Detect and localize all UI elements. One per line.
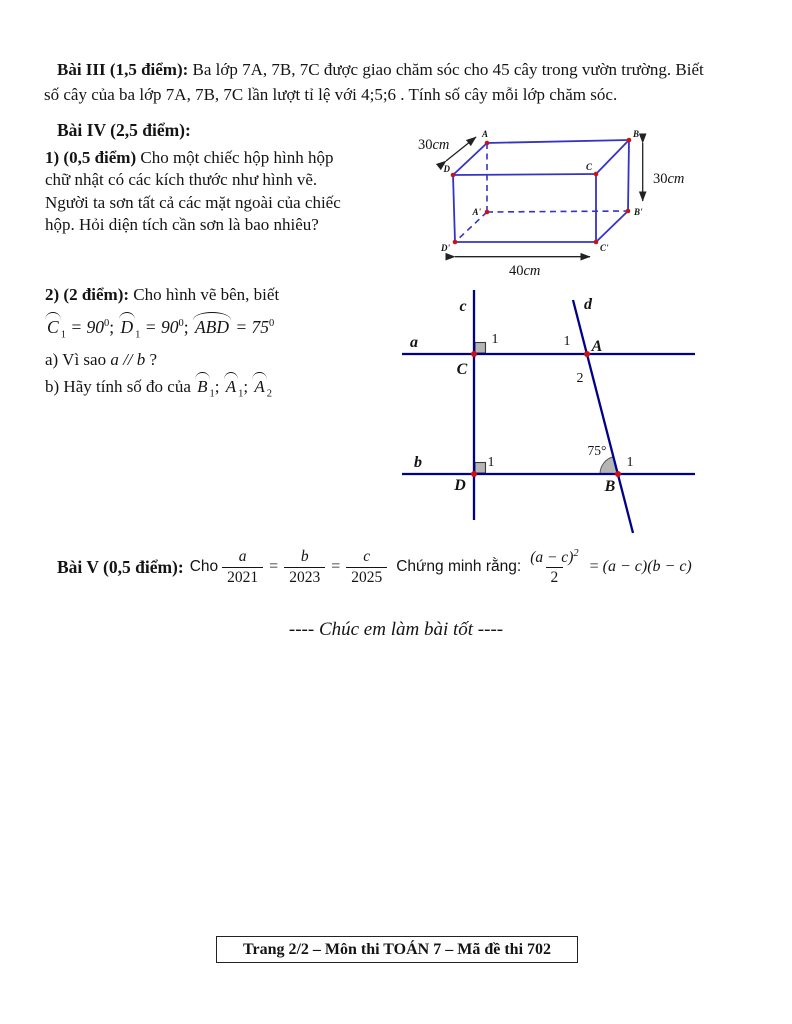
angle-B1-hat: B bbox=[197, 377, 208, 396]
point-D-label: D bbox=[454, 477, 466, 494]
vertex-D-label: D bbox=[443, 164, 450, 174]
angle-1-at-C: 1 bbox=[491, 332, 499, 347]
point-A-label: A bbox=[591, 338, 603, 355]
vertex-B-dot bbox=[627, 138, 632, 143]
question-a-mark: ? bbox=[145, 350, 158, 369]
vertex-C-label: C bbox=[585, 162, 592, 172]
edge-BB2 bbox=[628, 140, 629, 211]
point-B-label: B bbox=[604, 478, 616, 495]
vertex-B-label: B bbox=[633, 129, 640, 139]
frac1-den: 2021 bbox=[222, 567, 263, 586]
fraction-c-2025 bbox=[346, 548, 387, 585]
vertex-A2-dot bbox=[485, 210, 490, 215]
edge-BC bbox=[596, 140, 629, 174]
edge-AB bbox=[487, 140, 629, 143]
vertex-C2-label: C' bbox=[600, 243, 609, 253]
sup-0a: 0 bbox=[104, 318, 110, 329]
frac2-num: b bbox=[300, 548, 309, 566]
sep-a: ; bbox=[109, 316, 115, 337]
angle-A2-sub: 2 bbox=[266, 388, 273, 400]
lines-figure bbox=[400, 285, 700, 540]
vertex-D2-label: D' bbox=[441, 243, 450, 253]
frac3-num: c bbox=[363, 548, 371, 566]
vertex-B2-label: B' bbox=[634, 207, 643, 217]
bai5-label: Bài V (0,5 điểm): bbox=[57, 556, 184, 577]
frac1-num: a bbox=[238, 548, 247, 566]
right-angle-marker-D bbox=[475, 463, 486, 474]
right-angle-marker-C bbox=[475, 343, 486, 354]
section-bai3 bbox=[44, 57, 760, 107]
edge-A2D2-dashed bbox=[455, 212, 487, 242]
angle-D1-hat: D bbox=[120, 316, 134, 337]
equals-1: = bbox=[269, 558, 279, 575]
line-c-label: c bbox=[459, 298, 467, 315]
frac2-den: 2023 bbox=[284, 567, 325, 586]
bai5-cho: Cho bbox=[189, 558, 219, 575]
bai3-line2: số cây của ba lớp 7A, 7B, 7C lần lượt tỉ lệ với 4;5;6 . Tính số cây mỗi lớp chăm sóc. bbox=[44, 85, 618, 104]
eq-90b: = 90 bbox=[140, 316, 179, 337]
angle-C1-sub: 1 bbox=[60, 329, 66, 341]
frac4-den: 2 bbox=[546, 567, 564, 586]
point-C-dot bbox=[471, 351, 477, 357]
line-a-label: a bbox=[410, 334, 418, 351]
angle-C1-hat: C bbox=[47, 316, 59, 337]
eq-75: = 75 bbox=[230, 316, 270, 337]
item2-intro: Cho hình vẽ bên, biết bbox=[129, 285, 280, 304]
angle-B1-sub: 1 bbox=[209, 388, 215, 400]
bai4-heading: Bài IV (2,5 điểm): bbox=[57, 120, 191, 140]
angle-A1-sub: 1 bbox=[238, 388, 244, 400]
vertex-A-label: A bbox=[481, 129, 489, 139]
dim-right-label: 30cm bbox=[653, 171, 685, 187]
item1-line4: hộp. Hỏi diện tích cần sơn là bao nhiêu? bbox=[45, 215, 319, 235]
question-a-math: a // b bbox=[110, 350, 146, 369]
vertex-A2-label: A' bbox=[472, 207, 481, 217]
item2-given-math bbox=[45, 313, 410, 341]
line-d bbox=[573, 300, 633, 533]
item1-line3: Người ta sơn tất cả các mặt ngoài của chiếc bbox=[45, 192, 341, 212]
bai3-label: Bài III (1,5 điểm): bbox=[57, 60, 189, 79]
fraction-a-2021 bbox=[222, 548, 263, 585]
sup-0c: 0 bbox=[269, 318, 275, 329]
frac4-num bbox=[525, 548, 583, 567]
angle-2-at-A: 2 bbox=[576, 371, 584, 386]
footer-text: Trang 2/2 – Môn thi TOÁN 7 – Mã đề thi 702 bbox=[242, 940, 552, 958]
edge-AD bbox=[453, 143, 487, 175]
question-b-label: b) bbox=[45, 377, 60, 396]
item1-text1: Cho một chiếc hộp hình hộp bbox=[136, 148, 334, 167]
bai5-cmr: Chứng minh rằng: bbox=[396, 558, 522, 575]
angle-1-at-B: 1 bbox=[626, 455, 634, 470]
sup-0b: 0 bbox=[178, 318, 184, 329]
equals-2: = bbox=[331, 558, 341, 575]
angle-A2-hat: A bbox=[254, 377, 265, 396]
eq-90a: = 90 bbox=[65, 316, 104, 337]
question-b-text: Hãy tính số đo của bbox=[59, 377, 196, 396]
bai5-rhs: (a − c)(b − c) bbox=[602, 558, 692, 575]
sep-b: ; bbox=[183, 316, 189, 337]
frac4-num-sup: 2 bbox=[573, 547, 579, 559]
vertex-C2-dot bbox=[594, 240, 599, 245]
question-a bbox=[45, 349, 410, 371]
line-d-label: d bbox=[584, 296, 592, 313]
angle-ABD-hat: ABD bbox=[194, 316, 229, 337]
bai4-item2 bbox=[45, 284, 410, 405]
edge-DD2 bbox=[453, 175, 455, 242]
box-figure bbox=[410, 125, 740, 285]
question-a-text: Vì sao bbox=[58, 350, 111, 369]
angle-1-at-A: 1 bbox=[563, 334, 571, 349]
vertex-D2-dot bbox=[453, 240, 458, 245]
equals-3: = bbox=[589, 558, 599, 575]
footer-box bbox=[216, 936, 578, 963]
dim-top-label: 30cm bbox=[418, 137, 450, 153]
fraction-b-2023 bbox=[284, 548, 325, 585]
item1-line1 bbox=[45, 147, 425, 169]
point-A-dot bbox=[584, 351, 590, 357]
dim-bottom-label: 40cm bbox=[509, 263, 541, 279]
frac4-num-base: (a − c) bbox=[530, 549, 574, 567]
edge-DC bbox=[453, 174, 596, 175]
point-C-label: C bbox=[456, 361, 468, 378]
angle-D1-sub: 1 bbox=[135, 329, 141, 341]
point-B-dot bbox=[615, 471, 621, 477]
point-D-dot bbox=[471, 471, 477, 477]
section-bai5 bbox=[57, 542, 692, 592]
bai4-item1 bbox=[45, 147, 425, 237]
vertex-C-dot bbox=[594, 172, 599, 177]
vertex-B2-dot bbox=[626, 209, 631, 214]
wish-line: ---- Chúc em làm bài tốt ---- bbox=[288, 619, 504, 640]
frac3-den: 2025 bbox=[346, 567, 387, 586]
item2-label: 2) (2 điểm): bbox=[45, 285, 130, 304]
item1-line2: chữ nhật có các kích thước như hình vẽ. bbox=[45, 170, 318, 190]
angle-75-label: 75° bbox=[587, 443, 607, 458]
edge-A2B2-dashed bbox=[487, 211, 628, 212]
line-b-label: b bbox=[414, 454, 422, 471]
bai3-text1: Ba lớp 7A, 7B, 7C được giao chăm sóc cho 45 cây trong vườn trường. Biết bbox=[188, 60, 704, 79]
angle-1-at-D: 1 bbox=[487, 455, 495, 470]
vertex-D-dot bbox=[451, 173, 456, 178]
bai3-line1 bbox=[44, 57, 760, 82]
edge-C2B2 bbox=[596, 211, 628, 242]
vertex-A-dot bbox=[485, 141, 490, 146]
sep-b1: ; bbox=[214, 377, 224, 396]
question-b bbox=[45, 376, 410, 405]
angle-A1-hat: A bbox=[225, 377, 237, 396]
item2-line1 bbox=[45, 284, 410, 306]
fraction-ac2-2 bbox=[525, 548, 583, 586]
sep-a1: ; bbox=[243, 377, 253, 396]
question-a-label: a) bbox=[45, 350, 59, 369]
item1-label: 1) (0,5 điểm) bbox=[45, 148, 137, 167]
